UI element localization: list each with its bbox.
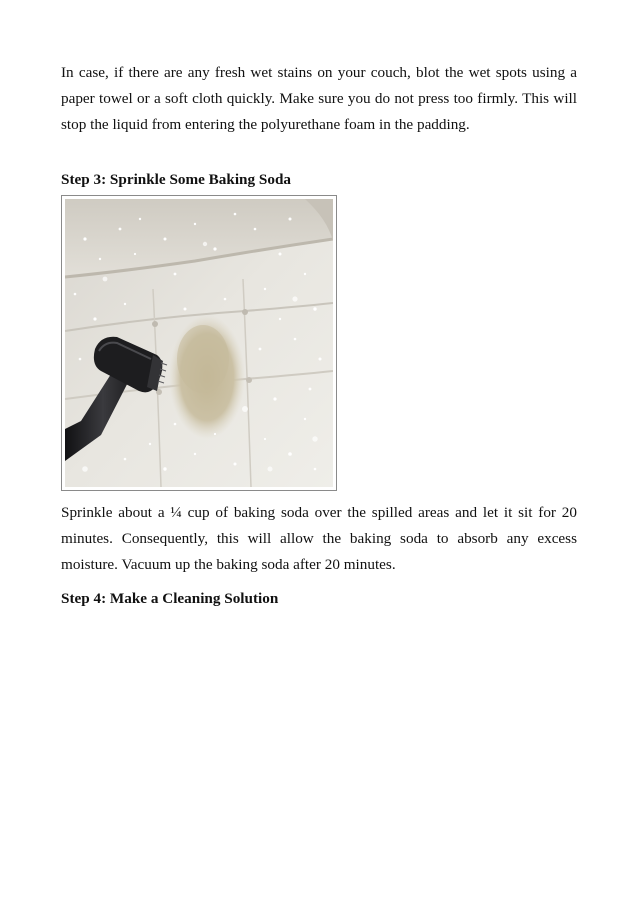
vacuum-couch-photo [65, 199, 333, 487]
couch-photo-frame [61, 195, 337, 491]
intro-paragraph: In case, if there are any fresh wet stains on your couch, blot the wet spots using a paper towel or a soft cloth quickly. Make sure you do not press too firmly. This will stop the liquid from entering the polyurethane foam in the padding. [61, 64, 577, 133]
step-3-paragraph: Sprinkle about a ¼ cup of baking soda over the spilled areas and let it sit for 20 minutes. Consequently, this will allow the baking soda to absorb any excess moisture. Vacuum up the baking soda after 20 minutes. [61, 504, 577, 573]
step-3-heading: Step 3: Sprinkle Some Baking Soda [61, 171, 291, 188]
step-4-heading: Step 4: Make a Cleaning Solution [61, 590, 279, 607]
